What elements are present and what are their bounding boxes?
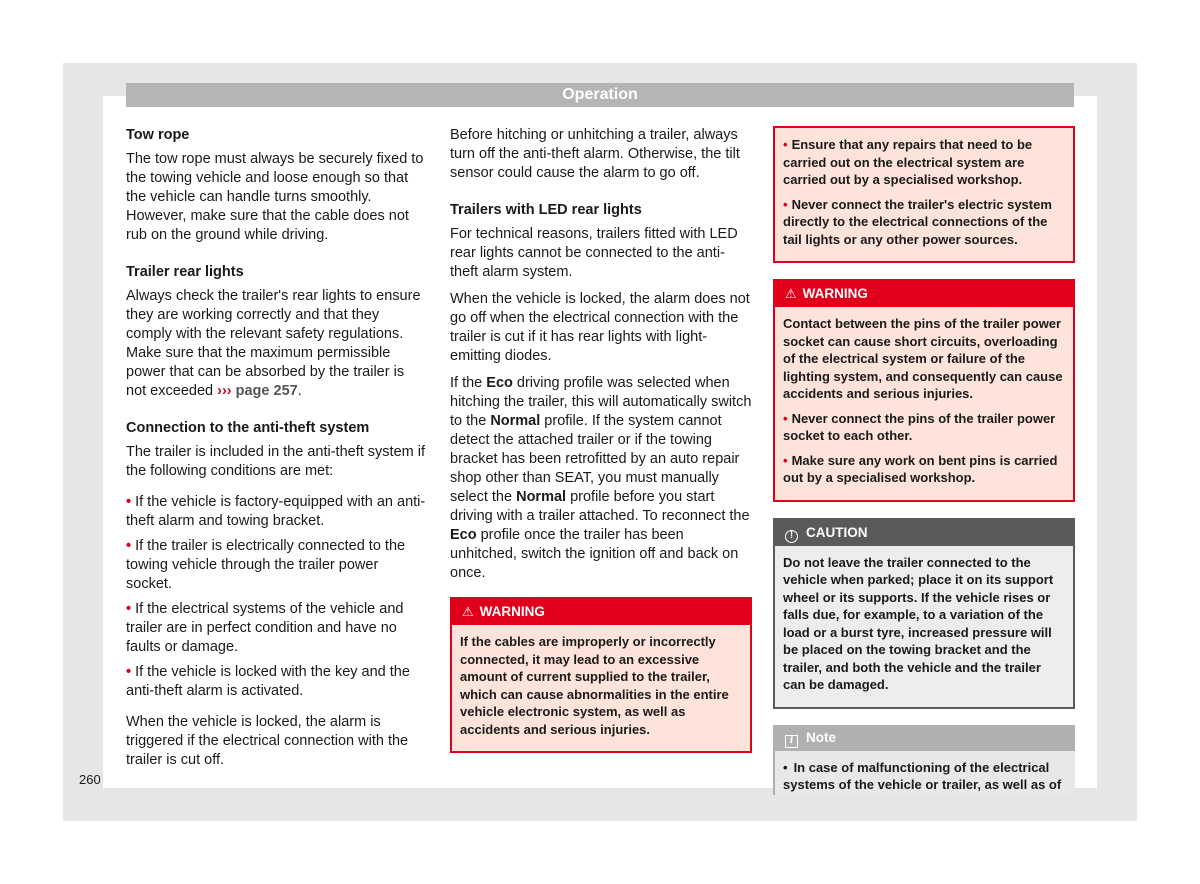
warning-body [452,625,750,751]
list-item [126,537,428,594]
list-item-text: If the electrical systems of the vehicle and trailer are in perfect condition and have no faults or damage. [126,601,404,655]
bullet-icon [126,601,135,617]
anti-theft-outro: When the vehicle is locked, the alarm is triggered if the electrical connection with the trailer is cut off. [126,714,409,768]
rear-lights-heading: Trailer rear lights [126,264,244,280]
column-2-intro: Before hitching or unhitching a trailer, always turn off the anti-theft alarm. Otherwise, the tilt sensor could cause the alarm to go off. [450,127,740,181]
bullet-icon [783,453,792,468]
rear-lights-end: . [297,383,302,399]
column-3 [773,126,1075,811]
tow-rope-text: The tow rope must always be securely fixed to the towing vehicle and loose enough so that the vehicle can handle turns smoothly. However, make sure that the cable does not rub on the ground while driving. [126,151,424,243]
bullet-icon [783,411,792,426]
led-p3 [450,374,752,583]
note-body [775,751,1075,795]
list-item-text: Never connect the pins of the trailer power socket to each other. [783,410,1056,443]
rear-lights-body: Always check the trailer's rear lights to ensure they are working correctly and that they comply with the relevant safety regulations. Make sure that the maximum permissible power that can be absorbed by the trailer is not exceeded [126,288,421,399]
note-label: Note [806,729,836,745]
warning-label: WARNING [479,604,545,619]
caution-label: CAUTION [806,524,868,540]
info-icon: i [785,735,798,748]
list-item-text: If the trailer is electrically connected to the towing vehicle through the trailer power socket. [126,538,406,592]
list-item-text: In case of malfunctioning of the electrical systems of the vehicle or trailer, as well as of [783,759,1062,792]
list-item [126,663,428,701]
column-1 [126,126,428,778]
warning-label: WARNING [802,286,868,301]
caution-body [775,546,1073,707]
list-item-text: If the vehicle is factory-equipped with an anti-theft alarm and towing bracket. [126,494,426,529]
note-box [773,725,1075,795]
bullet-icon [783,137,792,152]
warning-text: If the cables are improperly or incorrectly connected, it may lead to an excessive amount of current supplied to the trailer, which can cause abnormalities in the entire vehicle electronic system, as well as accidents and serious injuries. [460,634,729,737]
warning-continued-box [773,126,1075,263]
warning-box [773,279,1075,502]
list-item-text: Make sure any work on bent pins is carried out by a specialised workshop. [783,452,1058,485]
led-heading: Trailers with LED rear lights [450,202,642,218]
note-header [775,725,1075,751]
column-2 [450,126,752,769]
eco-term: Eco [450,527,477,543]
list-item [783,410,1065,445]
list-item [783,759,1067,794]
bullet-icon [126,494,135,510]
caution-header [775,520,1073,546]
list-item-text: Ensure that any repairs that need to be carried out on the electrical system are carried out by a specialised workshop. [783,137,1033,187]
list-item-text: If the vehicle is locked with the key and the anti-theft alarm is activated. [126,664,410,699]
list-item-text: Never connect the trailer's electric system directly to the electrical connections of the tail lights or any other power sources. [783,196,1052,247]
eco-term: Eco [486,375,513,391]
bullet-icon: • [783,759,788,775]
led-p3-a: If the [450,375,487,391]
warning-header [452,599,750,625]
bullet-icon [126,664,135,680]
rear-lights-text [126,287,428,401]
warning-continued-body [775,128,1073,261]
warning-box [450,597,752,753]
warning-triangle-icon: ⚠ [785,286,797,301]
section-header: Operation [126,83,1074,107]
warning-header [775,281,1073,307]
exclamation-circle-icon: ! [785,530,798,543]
caution-text: Do not leave the trailer connected to the vehicle when parked; place it on its support wheel or its supports. If the vehicle rises or falls due, for example, to a variation of the load or a burst tyre, increased pressure will be placed on the towing bracket and the trailer, and both the vehicle and the trailer can be damaged. [783,554,1054,692]
led-p3-e: profile once the trailer has been unhitched, switch the ignition off and back on once. [450,527,739,581]
normal-term: Normal [516,489,567,505]
tow-rope-heading: Tow rope [126,127,190,143]
led-p3-b: driving profile was selected when hitching the trailer, this will automatically switch to the [450,375,752,429]
led-p3-c: profile. If the system cannot detect the attached trailer or if the towing bracket has been retrofitted by an auto repair shop other than SEAT, you must manually select the [450,413,740,505]
list-item [126,493,428,531]
anti-theft-heading: Connection to the anti-theft system [126,420,370,436]
bullet-icon [126,538,135,554]
page-number: 260 [79,772,101,787]
list-item [126,600,428,657]
page-link-arrows[interactable]: ››› [217,383,232,399]
list-item [783,196,1065,249]
normal-term: Normal [490,413,541,429]
warning-triangle-icon: ⚠ [462,604,474,619]
led-p2: When the vehicle is locked, the alarm does not go off when the electrical connection with the trailer is cut if it has rear lights with light-emitting diodes. [450,291,750,364]
list-item [783,136,1065,189]
list-item [783,452,1065,487]
bullet-icon [783,197,792,212]
led-p1: For technical reasons, trailers fitted with LED rear lights cannot be connected to the anti-theft alarm system. [450,226,738,280]
page-link[interactable]: page 257 [235,383,298,399]
warning-body [775,307,1073,500]
led-p3-d: profile before you start driving with a trailer attached. To reconnect the [450,489,750,524]
warning-text: Contact between the pins of the trailer power socket can cause short circuits, overloading of the electrical system or failure of the lighting system, and consequently can cause accidents and serious injuries. [783,316,1063,401]
anti-theft-intro: The trailer is included in the anti-theft system if the following conditions are met: [126,444,425,479]
caution-box [773,518,1075,709]
